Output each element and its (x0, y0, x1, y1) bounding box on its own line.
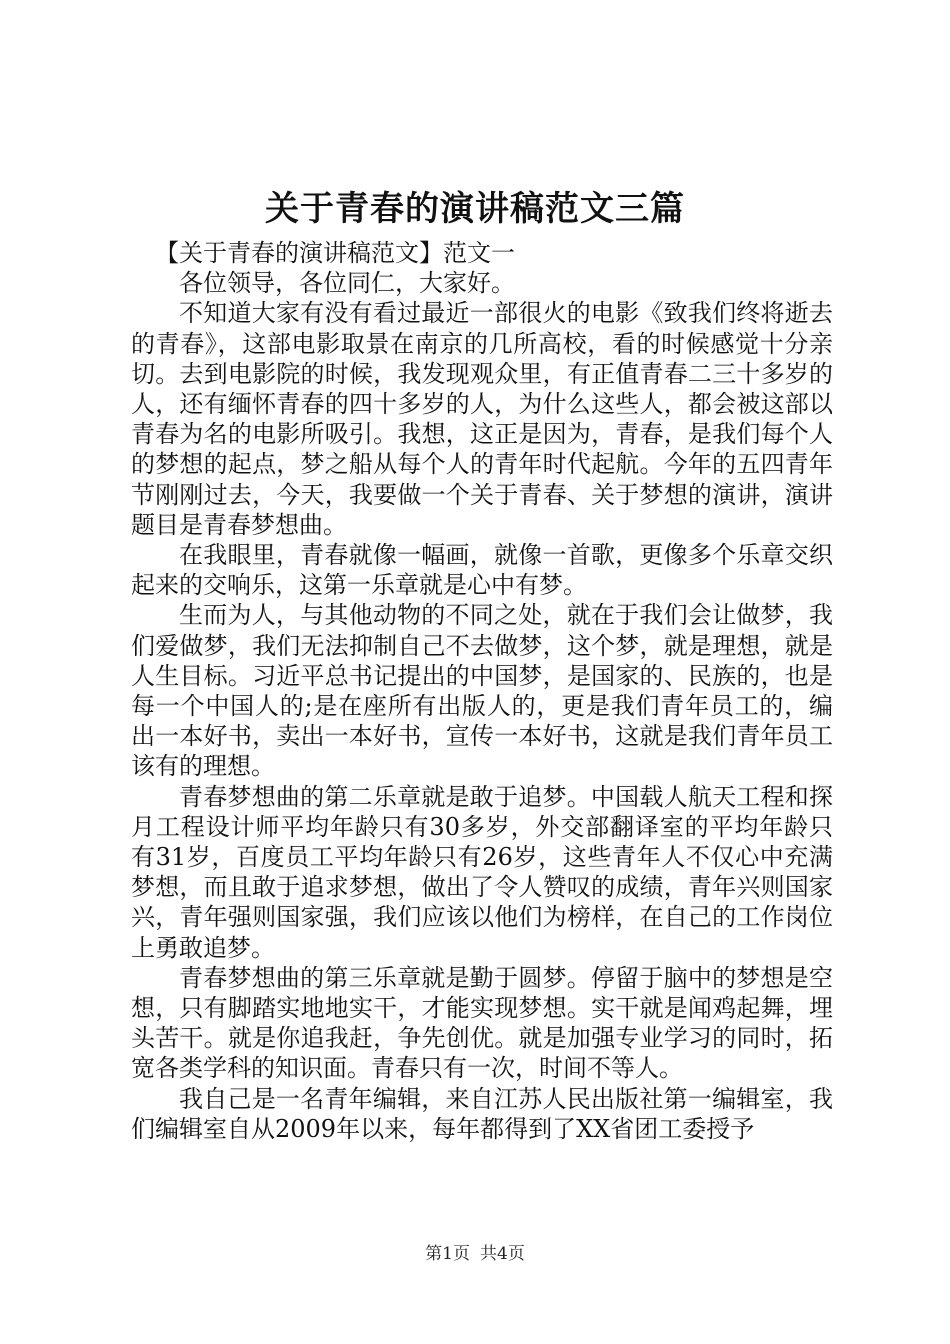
paragraph: 青春梦想曲的第二乐章就是敢于追梦。中国载人航天工程和探月工程设计师平均年龄只有30多岁，外交部翻译室的平均年龄只有31岁，百度员工平均年龄只有26岁，这些青年人不仅心中充满梦想，而且敢于追求梦想，做出了令人赞叹的成绩，青年兴则国家兴，青年强则国家强，我们应该以他们为榜样，在自己的工作岗位上勇敢追梦。 (131, 782, 833, 962)
document-title: 关于青春的演讲稿范文三篇 (265, 189, 685, 229)
paragraph-greeting: 各位领导，各位同仁，大家好。 (179, 269, 515, 298)
page-total: 共4页 (480, 1244, 525, 1264)
paragraph-heading: 【关于青春的演讲稿范文】范文一 (155, 239, 515, 267)
paragraph: 我自己是一名青年编辑，来自江苏人民出版社第一编辑室，我们编辑室自从2009年以来，每年都得到了XX省团工委授予 (131, 1084, 833, 1143)
document-body (131, 238, 833, 1144)
paragraph: 在我眼里，青春就像一幅画，就像一首歌，更像多个乐章交织起来的交响乐，这第一乐章就是心中有梦。 (131, 541, 833, 600)
paragraph: 不知道大家有没有看过最近一部很火的电影《致我们终将逝去的青春》，这部电影取景在南京的几所高校，看的时候感觉十分亲切。去到电影院的时候，我发现观众里，有正值青春二三十多岁的人，还有缅怀青春的四十多岁的人，为什么这些人，都会被这部以青春为名的电影所吸引。我想，这正是因为，青春，是我们每个人的梦想的起点，梦之船从每个人的青年时代起航。今年的五四青年节刚刚过去，今天，我要做一个关于青春、关于梦想的演讲，演讲题目是青春梦想曲。 (131, 299, 833, 539)
page-footer (0, 1242, 950, 1266)
paragraph: 青春梦想曲的第三乐章就是勤于圆梦。停留于脑中的梦想是空想，只有脚踏实地地实干，才能实现梦想。实干就是闻鸡起舞，埋头苦干。就是你追我赶，争先创优。就是加强专业学习的同时，拓宽各类学科的知识面。青春只有一次，时间不等人。 (131, 963, 833, 1083)
page-number: 第1页 (425, 1244, 470, 1264)
paragraph: 生而为人，与其他动物的不同之处，就在于我们会让做梦，我们爱做梦，我们无法抑制自己不去做梦，这个梦，就是理想，就是人生目标。习近平总书记提出的中国梦，是国家的、民族的，也是每一个中国人的;是在座所有出版人的，更是我们青年员工的，编出一本好书，卖出一本好书，宣传一本好书，这就是我们青年员工该有的理想。 (131, 601, 833, 781)
